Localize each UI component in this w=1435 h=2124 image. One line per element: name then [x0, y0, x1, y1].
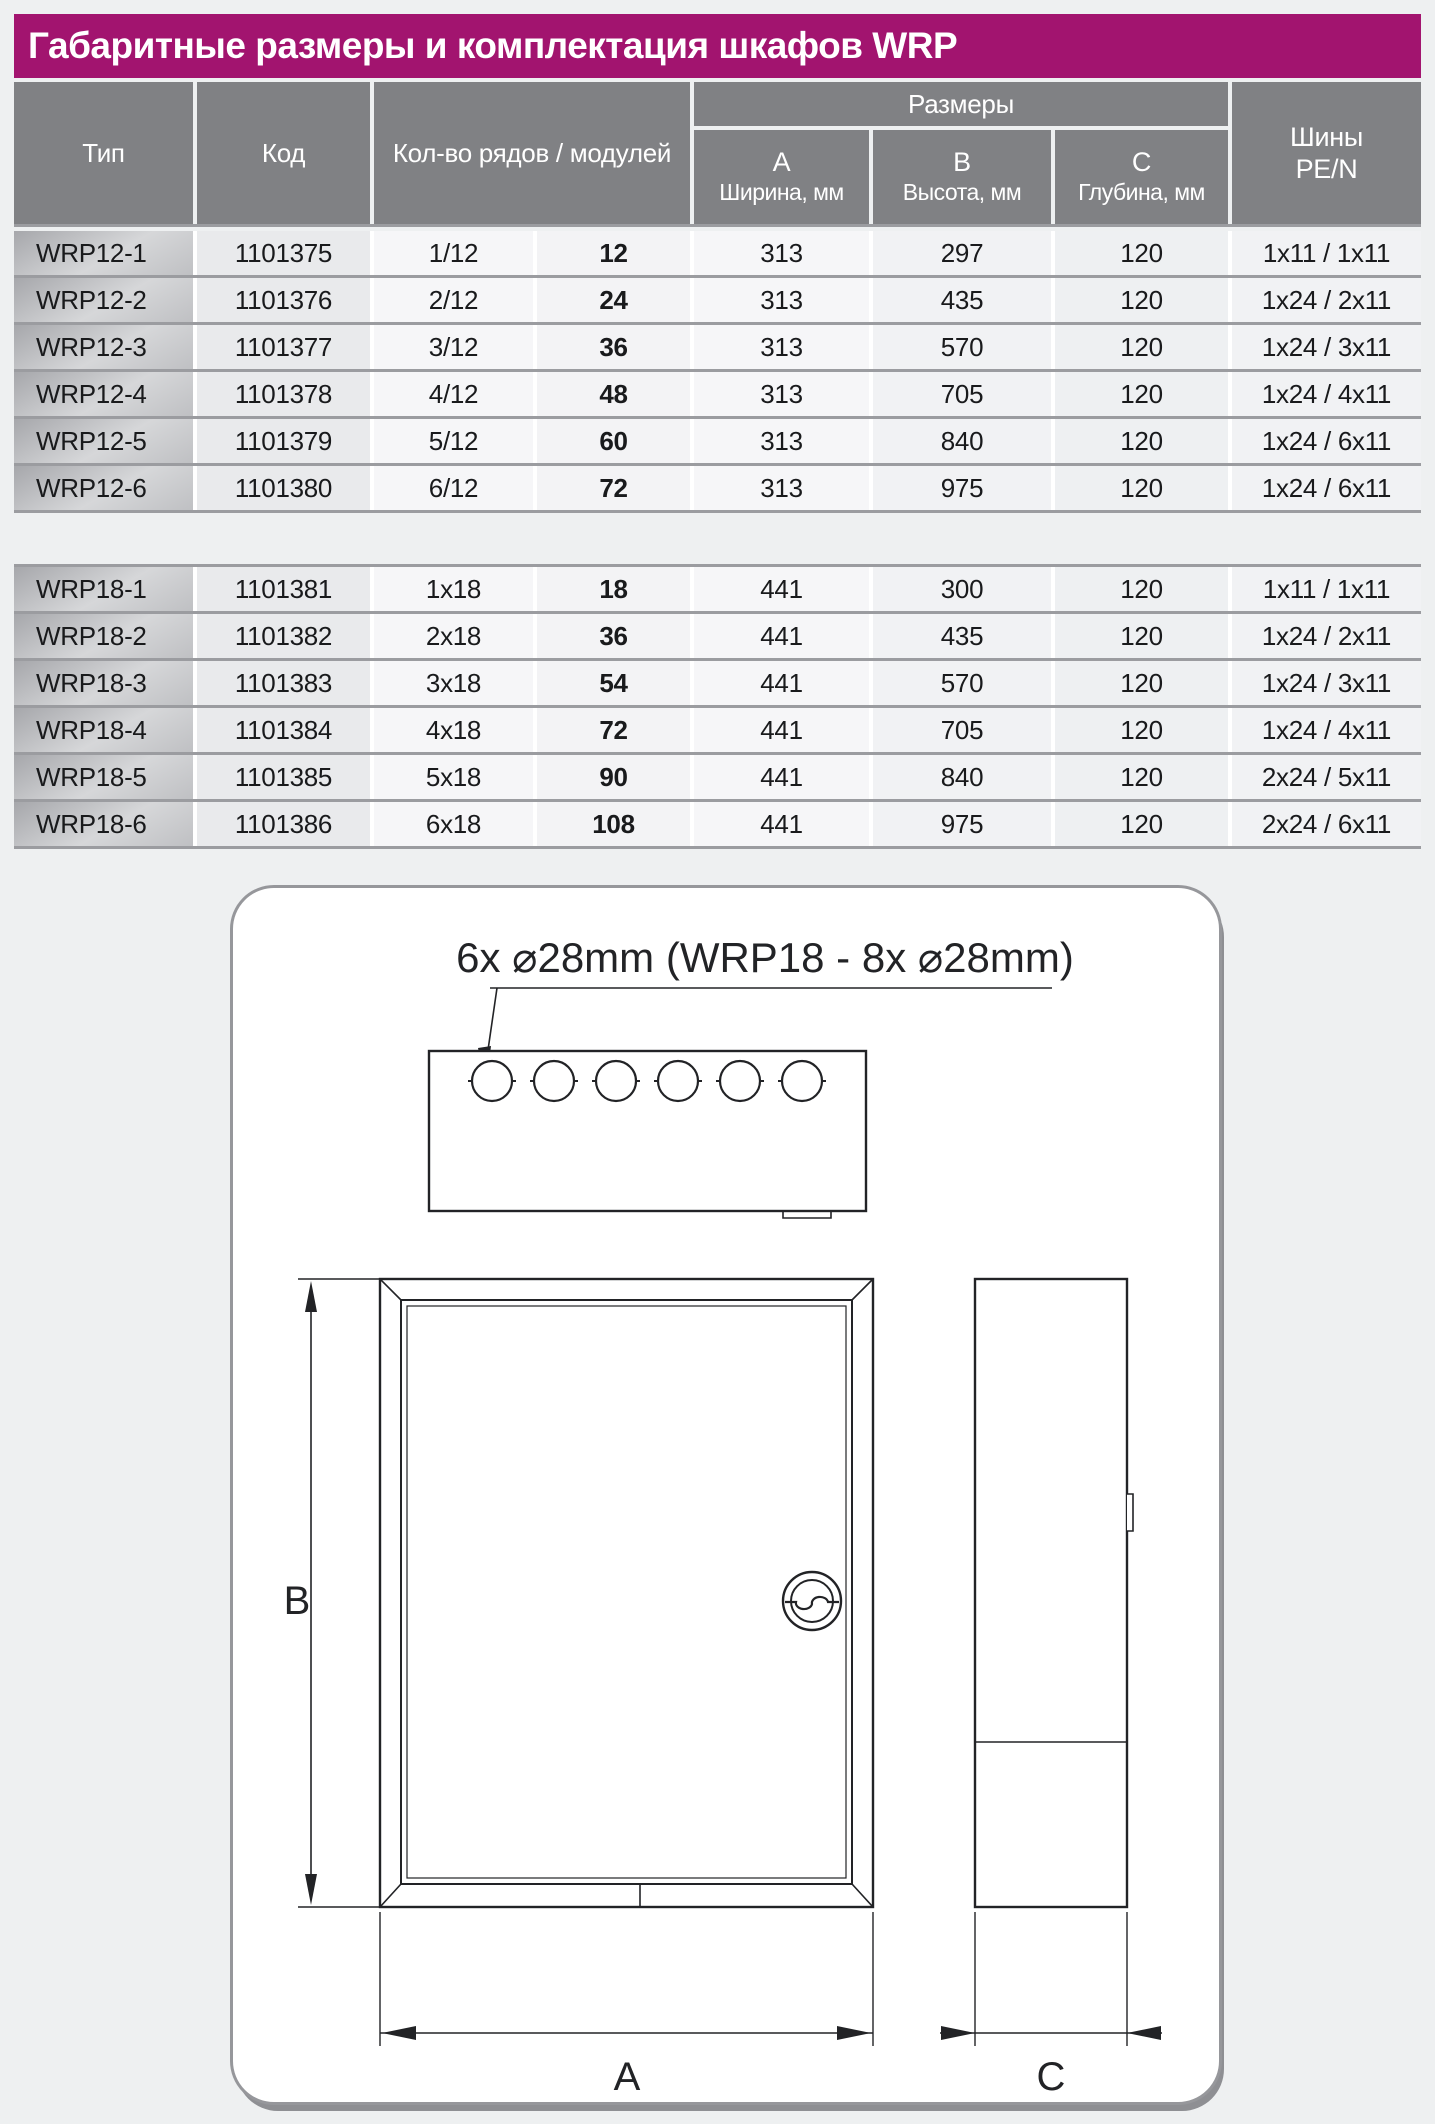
table-cell: 1101386 [197, 802, 370, 846]
table-cell: 36 [537, 614, 690, 658]
table-cell: 54 [537, 661, 690, 705]
sizes-subheader [694, 130, 1228, 224]
column-header-code: Код [197, 82, 370, 224]
table-cell: 120 [1055, 419, 1228, 463]
column-header-rows-modules: Кол-во рядов / модулей [374, 82, 690, 224]
height-label: Высота, мм [902, 179, 1022, 206]
column-header-depth [1055, 130, 1228, 224]
table-row [14, 708, 1421, 755]
column-header-type: Тип [14, 82, 193, 224]
table-cell: WRP12-4 [14, 372, 193, 416]
table-cell: 120 [1055, 466, 1228, 510]
table-cell: 2x24 / 5x11 [1232, 755, 1421, 799]
table-cell: 24 [537, 278, 690, 322]
table-body [14, 231, 1421, 849]
table-cell: 36 [537, 325, 690, 369]
table-cell: 840 [873, 419, 1051, 463]
table-cell: 1x18 [374, 567, 533, 611]
table-cell: 1x11 / 1x11 [1232, 567, 1421, 611]
callout-label: 6x ⌀28mm (WRP18 - 8x ⌀28mm) [456, 934, 1074, 981]
table-cell: 435 [873, 614, 1051, 658]
group-gap [14, 513, 1421, 567]
table-cell: WRP18-2 [14, 614, 193, 658]
table-cell: 441 [694, 614, 869, 658]
table-cell: WRP18-4 [14, 708, 193, 752]
table-cell: 1x24 / 6x11 [1232, 419, 1421, 463]
table-cell: 313 [694, 419, 869, 463]
width-label: Ширина, мм [719, 179, 844, 206]
table-cell: 120 [1055, 708, 1228, 752]
table-cell: 120 [1055, 325, 1228, 369]
table-cell: 1x24 / 3x11 [1232, 325, 1421, 369]
table-cell: 435 [873, 278, 1051, 322]
column-header-buses [1232, 82, 1421, 224]
table-cell: 6x18 [374, 802, 533, 846]
table-row [14, 325, 1421, 372]
table-cell: WRP18-5 [14, 755, 193, 799]
height-letter: В [953, 146, 971, 177]
table-cell: 1x24 / 2x11 [1232, 614, 1421, 658]
table-cell: 72 [537, 466, 690, 510]
depth-label: Глубина, мм [1078, 179, 1205, 206]
column-header-width [694, 130, 869, 224]
dim-b-label: B [283, 1579, 311, 1623]
dim-a-label: A [613, 2055, 641, 2099]
table-cell: 12 [537, 231, 690, 275]
width-letter: А [772, 146, 791, 177]
table-cell: WRP12-2 [14, 278, 193, 322]
table-cell: WRP12-1 [14, 231, 193, 275]
table-row [14, 802, 1421, 849]
table-cell: 3/12 [374, 325, 533, 369]
table-cell: 6/12 [374, 466, 533, 510]
table-cell: 1/12 [374, 231, 533, 275]
table-row [14, 231, 1421, 278]
table-cell: 120 [1055, 278, 1228, 322]
table-cell: 441 [694, 708, 869, 752]
table-cell: 313 [694, 278, 869, 322]
table-cell: 5/12 [374, 419, 533, 463]
table-row [14, 419, 1421, 466]
table-cell: 840 [873, 755, 1051, 799]
table-row [14, 614, 1421, 661]
dim-c-label: C [1036, 2055, 1066, 2099]
table-cell: 1101381 [197, 567, 370, 611]
column-header-height [873, 130, 1051, 224]
table-cell: 1101377 [197, 325, 370, 369]
column-header-sizes: Размеры [694, 82, 1228, 126]
table-cell: 120 [1055, 802, 1228, 846]
table-cell: 108 [537, 802, 690, 846]
table-cell: 2x18 [374, 614, 533, 658]
table-row [14, 372, 1421, 419]
table-cell: 705 [873, 708, 1051, 752]
table-row [14, 466, 1421, 513]
table-cell: 1101384 [197, 708, 370, 752]
table-cell: 1x24 / 4x11 [1232, 372, 1421, 416]
table-cell: 4/12 [374, 372, 533, 416]
table-cell: 1101375 [197, 231, 370, 275]
table-cell: 120 [1055, 755, 1228, 799]
table-cell: 1101378 [197, 372, 370, 416]
buses-line2: PE/N [1295, 154, 1358, 184]
table-cell: 705 [873, 372, 1051, 416]
table-cell: 441 [694, 567, 869, 611]
table-cell: 1101385 [197, 755, 370, 799]
table-cell: 48 [537, 372, 690, 416]
table-cell: 313 [694, 231, 869, 275]
table-cell: WRP18-6 [14, 802, 193, 846]
table-cell: 1x24 / 2x11 [1232, 278, 1421, 322]
table-cell: 441 [694, 661, 869, 705]
buses-line1: Шины [1290, 121, 1363, 152]
table-cell: 1x24 / 3x11 [1232, 661, 1421, 705]
table-cell: WRP12-6 [14, 466, 193, 510]
table-cell: 1101376 [197, 278, 370, 322]
table-cell: 2x24 / 6x11 [1232, 802, 1421, 846]
table-cell: 975 [873, 466, 1051, 510]
table-cell: 570 [873, 325, 1051, 369]
table-cell: 2/12 [374, 278, 533, 322]
table-cell: 60 [537, 419, 690, 463]
table-cell: 90 [537, 755, 690, 799]
drawing-panel [230, 885, 1222, 2105]
depth-letter: С [1131, 146, 1152, 177]
table-cell: 5x18 [374, 755, 533, 799]
table-cell: 18 [537, 567, 690, 611]
table-cell: 1x24 / 6x11 [1232, 466, 1421, 510]
table-row [14, 278, 1421, 325]
table-cell: 120 [1055, 372, 1228, 416]
table-cell: 72 [537, 708, 690, 752]
table-header [14, 82, 1421, 227]
table-cell: 120 [1055, 567, 1228, 611]
table-cell: 1101383 [197, 661, 370, 705]
table-row [14, 567, 1421, 614]
table-row [14, 755, 1421, 802]
table-cell: 300 [873, 567, 1051, 611]
table-cell: 120 [1055, 661, 1228, 705]
table-cell: 313 [694, 325, 869, 369]
table-cell: 313 [694, 466, 869, 510]
table-cell: 3x18 [374, 661, 533, 705]
table-cell: 1101380 [197, 466, 370, 510]
table-cell: 441 [694, 802, 869, 846]
table-cell: 297 [873, 231, 1051, 275]
table-row [14, 661, 1421, 708]
table-cell: 120 [1055, 231, 1228, 275]
table-cell: 975 [873, 802, 1051, 846]
table-cell: WRP12-5 [14, 419, 193, 463]
table-cell: 313 [694, 372, 869, 416]
table-cell: 1101382 [197, 614, 370, 658]
table-cell: 1x11 / 1x11 [1232, 231, 1421, 275]
table-cell: WRP12-3 [14, 325, 193, 369]
table-cell: 120 [1055, 614, 1228, 658]
table-cell: 441 [694, 755, 869, 799]
page-title: Габаритные размеры и комплектация шкафов WRP [14, 14, 1421, 78]
table-cell: WRP18-1 [14, 567, 193, 611]
table-cell: 1x24 / 4x11 [1232, 708, 1421, 752]
table-cell: 570 [873, 661, 1051, 705]
table-cell: 4x18 [374, 708, 533, 752]
table-cell: WRP18-3 [14, 661, 193, 705]
table-cell: 1101379 [197, 419, 370, 463]
